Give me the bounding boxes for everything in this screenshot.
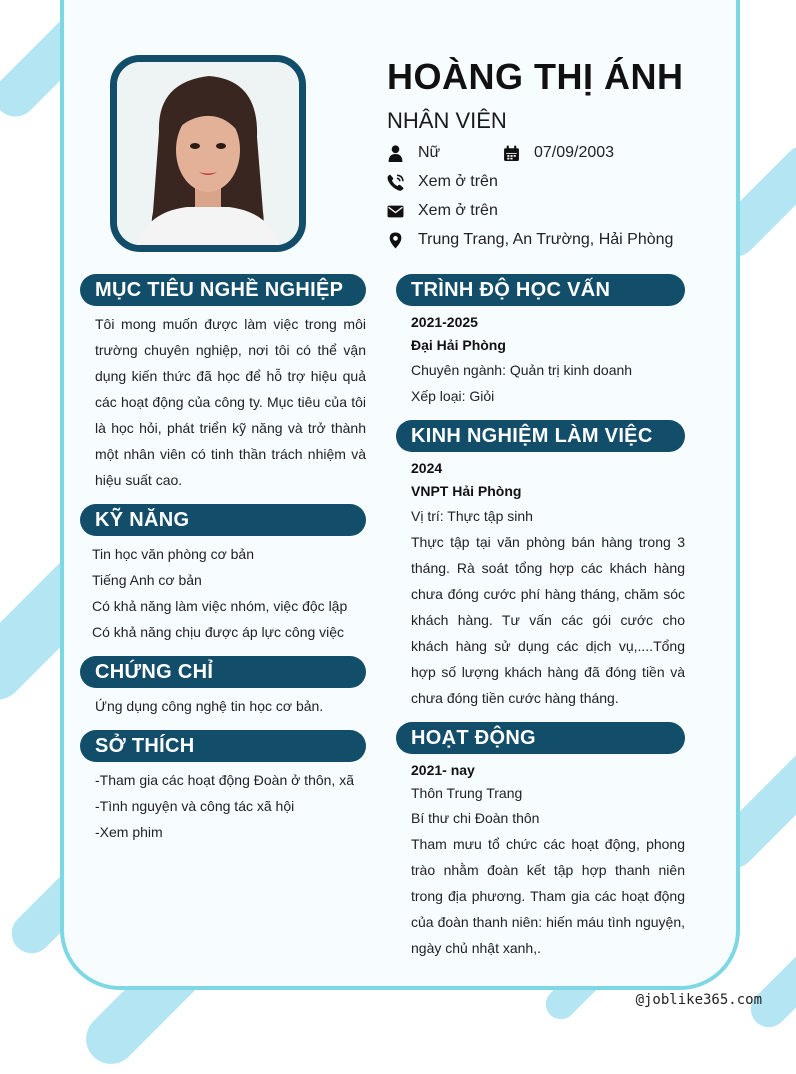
envelope-icon [387, 203, 404, 220]
activities-place: Thôn Trung Trang [411, 785, 523, 801]
experience-description: Thực tập tại văn phòng bán hàng trong 3 tháng. Rà soát tổng hợp các khách hàng chưa đóng cước phí hàng tháng, chăm sóc khách hàng. Tư vấn các gói cước cho khách hàng sử dụng các dịch vụ,....Tổng hợp số lượng khách hàng đã đóng tiền và chưa đóng tiền cước hàng tháng. [411, 534, 685, 706]
address-value: Trung Trang, An Trường, Hải Phòng [418, 231, 674, 248]
activities-role: Bí thư chi Đoàn thôn [411, 810, 540, 826]
avatar-icon [117, 62, 299, 245]
candidate-name: HOÀNG THỊ ÁNH [387, 56, 684, 97]
education-major: Chuyên ngành: Quản trị kinh doanh [411, 362, 633, 378]
decorative-stripe [743, 931, 796, 1034]
skill-item: Có khả năng chịu được áp lực công việc [92, 624, 345, 640]
email-row [387, 202, 498, 220]
skill-item: Tiếng Anh cơ bản [92, 572, 202, 588]
phone-icon [387, 174, 404, 191]
experience-heading: KINH NGHIỆM LÀM VIỆC [396, 420, 685, 452]
activities-heading: HOẠT ĐỘNG [396, 722, 685, 754]
experience-period: 2024 [411, 460, 443, 476]
gender-row [387, 144, 440, 162]
education-period: 2021-2025 [411, 314, 478, 330]
experience-company: VNPT Hải Phòng [411, 483, 522, 499]
skill-item: Có khả năng làm việc nhóm, việc độc lập [92, 598, 348, 614]
skill-item: Tin học văn phòng cơ bản [92, 546, 254, 562]
birthdate-row [503, 144, 614, 162]
skills-heading: KỸ NĂNG [80, 504, 366, 536]
profile-photo [110, 55, 306, 252]
certificate-item: Ứng dụng công nghệ tin học cơ bản. [95, 698, 324, 714]
certificates-heading: CHỨNG CHỈ [80, 656, 366, 688]
hobby-item: -Tình nguyện và công tác xã hội [95, 798, 295, 814]
activities-period: 2021- nay [411, 762, 475, 778]
map-pin-icon [387, 232, 404, 249]
phone-row [387, 173, 498, 191]
hobbies-heading: SỞ THÍCH [80, 730, 366, 762]
objective-text: Tôi mong muốn được làm việc trong môi trường chuyên nghiệp, nơi tôi có thể vận dụng kiến thức đã học để hỗ trợ hiệu quả các hoạt động của công ty. Mục tiêu của tôi là học hỏi, phát triển kỹ năng và trở thành một nhân viên có tinh thần trách nhiệm và hiệu suất cao. [95, 316, 366, 488]
phone-value: Xem ở trên [418, 173, 498, 190]
job-title: NHÂN VIÊN [387, 108, 507, 133]
hobby-item: -Xem phim [95, 824, 163, 840]
calendar-icon [503, 145, 520, 162]
hobby-item: -Tham gia các hoạt động Đoàn ở thôn, xã [95, 772, 354, 788]
gender-value: Nữ [418, 144, 441, 161]
address-row [387, 231, 673, 249]
email-value: Xem ở trên [418, 202, 498, 219]
person-icon [387, 145, 404, 162]
watermark: @joblike365.com [635, 992, 762, 1008]
education-rank: Xếp loại: Giỏi [411, 388, 495, 404]
birthdate-value: 07/09/2003 [534, 144, 615, 161]
experience-position: Vị trí: Thực tập sinh [411, 508, 533, 524]
education-school: Đại Hải Phòng [411, 337, 506, 353]
activities-description: Tham mưu tổ chức các hoạt động, phong trào nhằm đoàn kết tập hợp thanh niên trong địa phương. Tham gia các hoạt động của đoàn thanh niên: hiến máu tình nguyện, ngày chủ nhật xanh,. [411, 836, 685, 956]
objective-heading: MỤC TIÊU NGHỀ NGHIỆP [80, 274, 366, 306]
education-heading: TRÌNH ĐỘ HỌC VẤN [396, 274, 685, 306]
